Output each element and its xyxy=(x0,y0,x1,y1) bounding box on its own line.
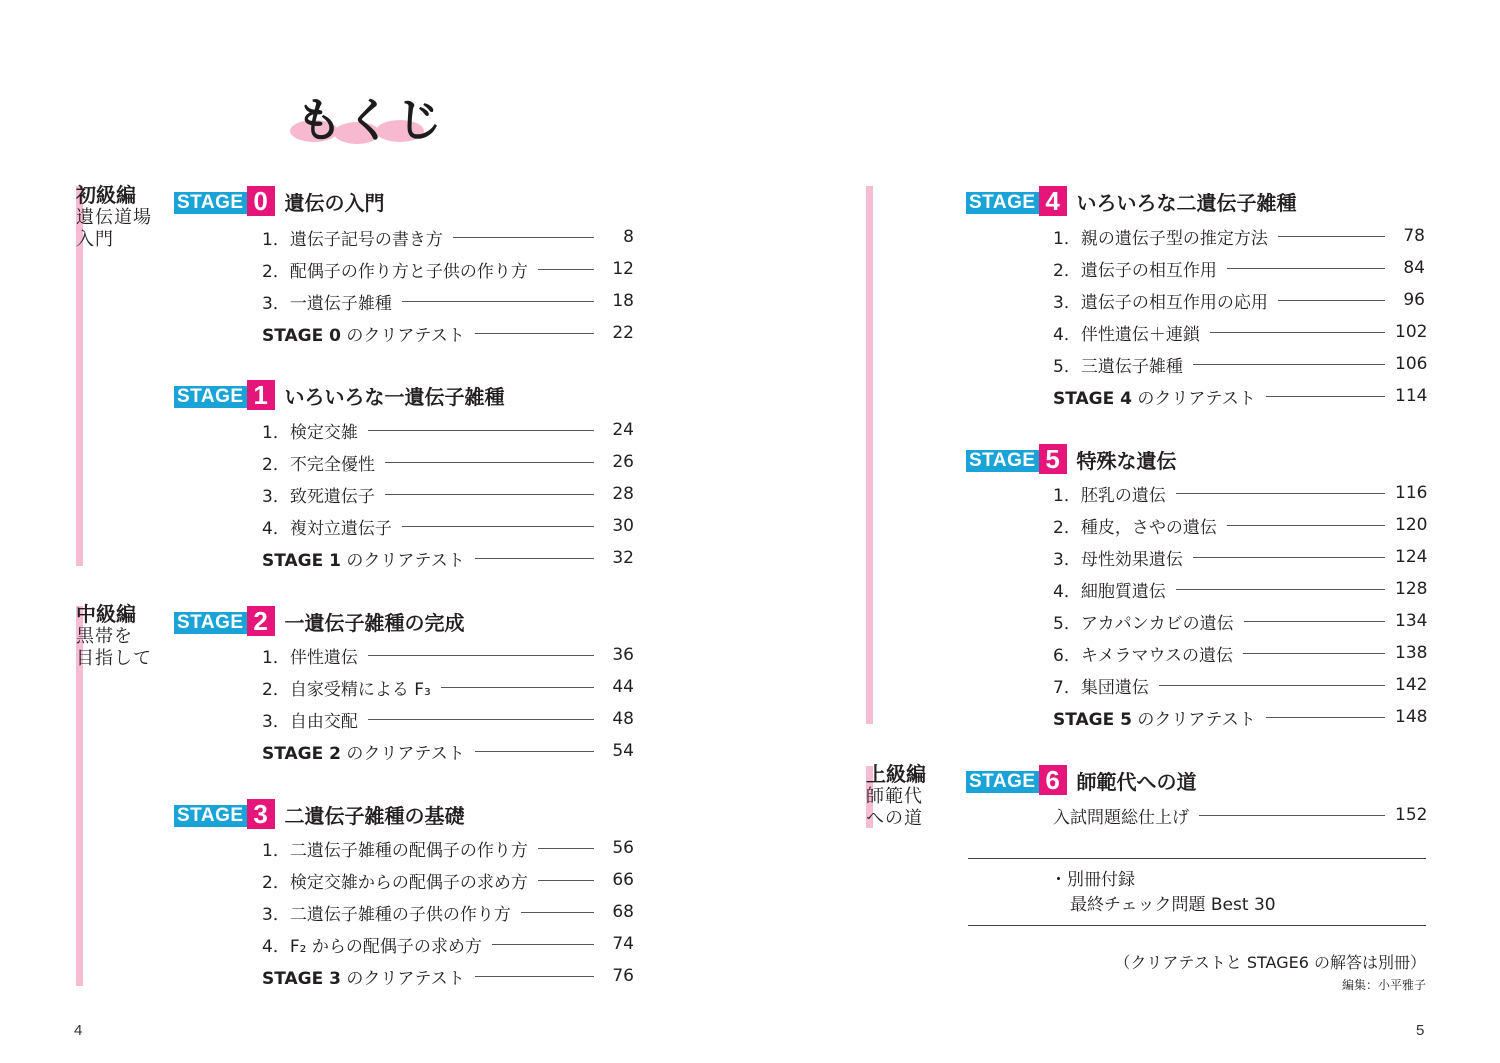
level-label-advanced xyxy=(866,762,926,830)
entry-page: 66 xyxy=(612,870,634,890)
toc-entry[interactable] xyxy=(1053,573,1428,605)
toc-entry[interactable] xyxy=(262,703,634,735)
entry-label: 7．集団遺伝 xyxy=(1053,677,1149,698)
entry-label: 2．遺伝子の相互作用 xyxy=(1053,260,1217,281)
entry-page: 26 xyxy=(612,452,634,472)
stage-title: 特殊な遺伝 xyxy=(1076,448,1177,473)
entry-label: 1．胚乳の遺伝 xyxy=(1053,485,1166,506)
level-subtitle: 目指して xyxy=(76,648,152,669)
toc-entry[interactable] xyxy=(262,928,634,960)
entry-page: 96 xyxy=(1403,290,1425,310)
dot-leader xyxy=(1278,236,1385,237)
entry-page: 128 xyxy=(1395,579,1428,599)
dot-leader xyxy=(368,719,594,720)
entry-label: 3．二遺伝子雑種の子供の作り方 xyxy=(262,904,511,925)
stage-entries xyxy=(1053,477,1428,733)
entry-label: 6．キメラマウスの遺伝 xyxy=(1053,645,1233,666)
toc-entry[interactable] xyxy=(1053,284,1425,316)
dot-leader xyxy=(368,655,594,656)
entry-label: STAGE 2 のクリアテスト xyxy=(262,743,465,764)
entry-label: STAGE 3 のクリアテスト xyxy=(262,968,465,989)
level-title: 上級編 xyxy=(866,762,926,786)
stage-entries xyxy=(1053,220,1428,412)
toc-entry[interactable] xyxy=(1053,605,1428,637)
entry-label: 2．配偶子の作り方と子供の作り方 xyxy=(262,261,528,282)
dot-leader xyxy=(1278,300,1385,301)
stage-heading xyxy=(174,186,385,216)
entry-page: 74 xyxy=(612,934,634,954)
editor-credit: 編集：小平雅子 xyxy=(1341,978,1426,992)
toc-entry[interactable] xyxy=(262,735,634,767)
entry-page: 124 xyxy=(1395,547,1428,567)
entry-label: 4．伴性遺伝＋連鎖 xyxy=(1053,324,1200,345)
dot-leader xyxy=(492,944,594,945)
entry-label: 3．自由交配 xyxy=(262,711,358,732)
entry-page: 138 xyxy=(1395,643,1428,663)
dot-leader xyxy=(1227,525,1385,526)
stage-number: 3 xyxy=(247,799,275,829)
dot-leader xyxy=(385,494,594,495)
toc-entry[interactable] xyxy=(262,317,634,349)
divider xyxy=(968,925,1426,926)
entry-label: 2．自家受精による F₃ xyxy=(262,679,431,700)
entry-label: 3．母性効果遺伝 xyxy=(1053,549,1183,570)
entry-label: 2．種皮，さやの遺伝 xyxy=(1053,517,1217,538)
toc-entry[interactable] xyxy=(262,253,634,285)
dot-leader xyxy=(1159,685,1385,686)
level-subtitle: 黒帯を xyxy=(76,626,133,647)
stage-number: 0 xyxy=(247,186,275,216)
entry-page: 102 xyxy=(1395,322,1428,342)
entry-page: 148 xyxy=(1395,707,1428,727)
toc-entry[interactable] xyxy=(1053,252,1425,284)
stage-badge: STAGE xyxy=(174,386,247,408)
stage-badge: STAGE xyxy=(966,192,1039,214)
entry-label: 1．伴性遺伝 xyxy=(262,647,358,668)
entry-page: 12 xyxy=(612,259,634,279)
stage-heading xyxy=(966,444,1177,474)
dot-leader xyxy=(1266,396,1385,397)
entry-page: 84 xyxy=(1403,258,1425,278)
stage-title: 遺伝の入門 xyxy=(284,190,385,215)
entry-page: 36 xyxy=(612,645,634,665)
stage-title: いろいろな二遺伝子雑種 xyxy=(1076,190,1297,215)
divider xyxy=(968,858,1426,859)
entry-label: STAGE 0 のクリアテスト xyxy=(262,325,465,346)
toc-entry[interactable] xyxy=(262,960,634,992)
dot-leader xyxy=(1210,332,1385,333)
page-number-left: 4 xyxy=(74,1022,83,1039)
entry-page: 18 xyxy=(612,291,634,311)
dot-leader xyxy=(475,333,594,334)
toc-entry[interactable] xyxy=(262,542,634,574)
dot-leader xyxy=(1243,653,1385,654)
page-number-right: 5 xyxy=(1416,1022,1425,1039)
entry-page: 142 xyxy=(1395,675,1428,695)
dot-leader xyxy=(475,558,594,559)
entry-page: 44 xyxy=(612,677,634,697)
entry-page: 76 xyxy=(612,966,634,986)
level-subtitle: 師範代 xyxy=(866,786,923,807)
stage-title: 師範代への道 xyxy=(1076,769,1197,794)
dot-leader xyxy=(521,912,594,913)
level-subtitle: 遺伝道場 xyxy=(76,207,152,228)
stage-number: 4 xyxy=(1039,186,1067,216)
entry-page: 8 xyxy=(623,227,634,247)
entry-label: 5．三遺伝子雑種 xyxy=(1053,356,1183,377)
level-subtitle: 入門 xyxy=(76,229,114,250)
toc-entry[interactable] xyxy=(1053,477,1428,509)
entry-label: 1．親の遺伝子型の推定方法 xyxy=(1053,228,1268,249)
stage-badge: STAGE xyxy=(174,612,247,634)
stage-number: 1 xyxy=(247,380,275,410)
entry-label: 4．細胞質遺伝 xyxy=(1053,581,1166,602)
appendix-item: 最終チェック問題 Best 30 xyxy=(1070,895,1276,915)
dot-leader xyxy=(1199,815,1385,816)
toc-entry[interactable] xyxy=(262,671,634,703)
dot-leader xyxy=(1193,557,1385,558)
stage-number: 5 xyxy=(1039,444,1067,474)
entry-label: 5．アカパンカビの遺伝 xyxy=(1053,613,1234,634)
level-bar-continued xyxy=(866,186,873,724)
dot-leader xyxy=(475,751,594,752)
stage-title: 一遺伝子雑種の完成 xyxy=(284,610,465,635)
level-subtitle: への道 xyxy=(866,808,923,829)
toc-entry[interactable] xyxy=(262,414,634,446)
stage-heading xyxy=(174,799,465,829)
stage-heading xyxy=(966,765,1197,795)
level-title: 中級編 xyxy=(76,602,136,626)
level-label-beginner xyxy=(76,183,152,251)
entry-page: 78 xyxy=(1403,226,1425,246)
dot-leader xyxy=(441,687,594,688)
toc-entry[interactable] xyxy=(1053,701,1428,733)
toc-entry[interactable] xyxy=(1053,220,1425,252)
entry-label: 2．検定交雑からの配偶子の求め方 xyxy=(262,872,528,893)
toc-entry[interactable] xyxy=(1053,348,1428,380)
entry-label: 4．F₂ からの配偶子の求め方 xyxy=(262,936,482,957)
stage-entries xyxy=(1053,799,1428,831)
stage-badge: STAGE xyxy=(174,805,247,827)
entry-label: 2．不完全優性 xyxy=(262,454,375,475)
title-block xyxy=(288,84,446,150)
toc-entry[interactable] xyxy=(1053,316,1428,348)
level-title: 初級編 xyxy=(76,183,136,207)
stage-title: 二遺伝子雑種の基礎 xyxy=(284,803,465,828)
toc-entry[interactable] xyxy=(262,285,634,317)
entry-page: 116 xyxy=(1395,483,1428,503)
entry-page: 134 xyxy=(1395,611,1428,631)
appendix xyxy=(1050,868,1276,918)
appendix-title: ・別冊付録 xyxy=(1050,870,1135,890)
stage-badge: STAGE xyxy=(966,771,1039,793)
stage-badge: STAGE xyxy=(174,192,247,214)
toc-entry[interactable] xyxy=(1053,669,1428,701)
dot-leader xyxy=(368,430,594,431)
entry-page: 120 xyxy=(1395,515,1428,535)
toc-entry[interactable] xyxy=(262,446,634,478)
entry-label: 入試問題総仕上げ xyxy=(1053,807,1189,828)
stage-entries xyxy=(262,414,634,574)
stage-heading xyxy=(966,186,1297,216)
dot-leader xyxy=(1227,268,1385,269)
dot-leader xyxy=(538,848,594,849)
entry-page: 48 xyxy=(612,709,634,729)
entry-label: STAGE 5 のクリアテスト xyxy=(1053,709,1256,730)
entry-label: 1．検定交雑 xyxy=(262,422,358,443)
entry-page: 68 xyxy=(612,902,634,922)
toc-entry[interactable] xyxy=(262,478,634,510)
entry-label: STAGE 4 のクリアテスト xyxy=(1053,388,1256,409)
level-label-intermediate xyxy=(76,602,152,670)
stage-badge: STAGE xyxy=(966,450,1039,472)
entry-label: 3．遺伝子の相互作用の応用 xyxy=(1053,292,1268,313)
entry-page: 106 xyxy=(1395,354,1428,374)
stage-entries xyxy=(262,221,634,349)
toc-entry[interactable] xyxy=(262,221,634,253)
dot-leader xyxy=(1193,364,1385,365)
entry-label: 3．致死遺伝子 xyxy=(262,486,375,507)
toc-entry[interactable] xyxy=(1053,380,1428,412)
entry-page: 22 xyxy=(612,323,634,343)
toc-entry[interactable] xyxy=(262,510,634,542)
stage-number: 2 xyxy=(247,606,275,636)
dot-leader xyxy=(1266,717,1385,718)
stage-heading xyxy=(174,380,505,410)
stage-title: いろいろな一遺伝子雑種 xyxy=(284,384,505,409)
entry-label: 3．一遺伝子雑種 xyxy=(262,293,392,314)
stage-entries xyxy=(262,832,634,992)
dot-leader xyxy=(475,976,594,977)
toc-entry[interactable] xyxy=(262,832,634,864)
entry-label: 1．二遺伝子雑種の配偶子の作り方 xyxy=(262,840,528,861)
entry-page: 56 xyxy=(612,838,634,858)
entry-label: 1．遺伝子記号の書き方 xyxy=(262,229,443,250)
entry-page: 32 xyxy=(612,548,634,568)
entry-page: 114 xyxy=(1395,386,1428,406)
toc-entry[interactable] xyxy=(1053,637,1428,669)
stage-number: 6 xyxy=(1039,765,1067,795)
entry-label: 4．複対立遺伝子 xyxy=(262,518,392,539)
dot-leader xyxy=(385,462,594,463)
dot-leader xyxy=(1176,493,1385,494)
toc-entry[interactable] xyxy=(262,896,634,928)
dot-leader xyxy=(402,301,594,302)
toc-entry[interactable] xyxy=(262,864,634,896)
entry-page: 24 xyxy=(612,420,634,440)
stage-heading xyxy=(174,606,465,636)
stage-entries xyxy=(262,639,634,767)
toc-entry[interactable] xyxy=(1053,509,1428,541)
entry-page: 152 xyxy=(1395,805,1428,825)
dot-leader xyxy=(1176,589,1385,590)
page-title: もくじ xyxy=(296,93,446,147)
dot-leader xyxy=(538,880,594,881)
dot-leader xyxy=(402,526,594,527)
toc-entry[interactable] xyxy=(262,639,634,671)
dot-leader xyxy=(453,237,594,238)
toc-entry[interactable] xyxy=(1053,799,1428,831)
entry-label: STAGE 1 のクリアテスト xyxy=(262,550,465,571)
entry-page: 30 xyxy=(612,516,634,536)
dot-leader xyxy=(1244,621,1385,622)
toc-entry[interactable] xyxy=(1053,541,1428,573)
answer-note: （クリアテストと STAGE6 の解答は別冊） xyxy=(1114,953,1426,972)
dot-leader xyxy=(538,269,594,270)
entry-page: 28 xyxy=(612,484,634,504)
entry-page: 54 xyxy=(612,741,634,761)
